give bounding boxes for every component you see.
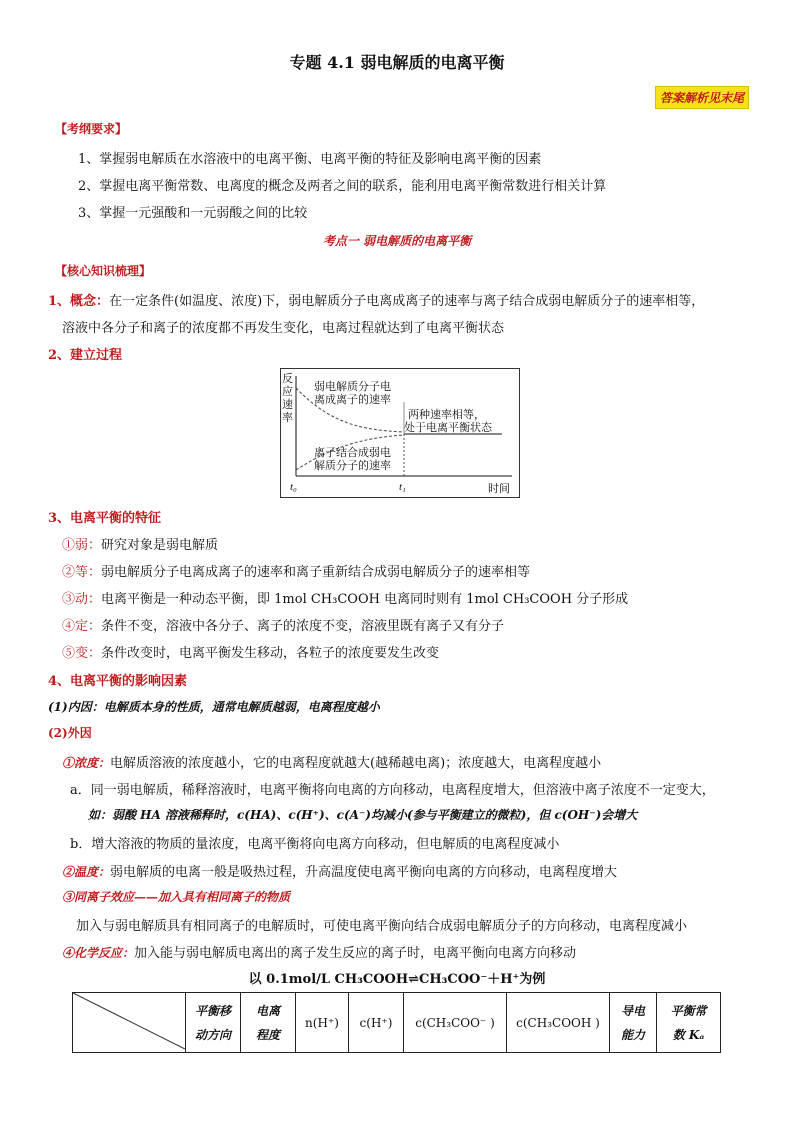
x-label: 时间	[488, 483, 510, 495]
column-header: 导电 能力	[610, 993, 657, 1053]
feature-text: 弱电解质分子电离成离子的速率和离子重新结合成弱电解质分子的速率相等	[101, 565, 531, 580]
dilution-note-a: a．同一弱电解质，稀释溶液时，电离平衡将向电离的方向移动，电离程度增大，但溶液中离子浓度不一定变大，	[70, 783, 715, 798]
y-label-1: 反	[282, 373, 293, 385]
equal-label-1: 两种速率相等，	[408, 409, 485, 421]
external-factor-heading: (2)外因	[48, 726, 92, 740]
equilibrium-table	[72, 992, 721, 1053]
concentration-text: 电解质溶液的浓度越小，它的电离程度就越大(越稀越电离)；浓度越大，电离程度越小	[110, 756, 602, 771]
upper-label-1: 弱电解质分子电	[314, 381, 391, 393]
outline-heading: 【考纲要求】	[55, 122, 128, 136]
feature-item	[62, 588, 628, 607]
upper-label-2: 离成离子的速率	[314, 394, 391, 406]
temperature-factor	[62, 861, 617, 880]
rate-time-figure	[280, 368, 520, 498]
chemical-reaction-key: ④化学反应：	[62, 946, 135, 960]
internal-factor: (1)内因：电解质本身的性质，通常电解质越弱，电离程度越小	[48, 700, 380, 714]
diagonal-corner-cell	[73, 993, 186, 1053]
page-title: 专题 4.1 弱电解质的电离平衡	[289, 53, 505, 72]
feature-text: 条件改变时，电离平衡发生移动，各粒子的浓度要发生改变	[101, 646, 440, 661]
chemical-reaction-factor	[62, 942, 576, 961]
feature-text: 研究对象是弱电解质	[101, 538, 219, 553]
factors-heading: 4、电离平衡的影响因素	[48, 674, 188, 689]
dilution-note-b: b．增大溶液的物质的量浓度，电离平衡将向电离方向移动，但电解质的电离程度减小	[70, 837, 560, 852]
feature-text: 电离平衡是一种动态平衡，即 1mol CH₃COOH 电离同时则有 1mol CH₃COOH 分子形成	[101, 592, 629, 607]
feature-item	[62, 561, 530, 580]
t0-label: t₀	[290, 481, 297, 493]
lower-label-1: 离子结合成弱电	[314, 447, 391, 459]
common-ion-key: ③同离子效应——加入具有相同离子的物质	[62, 890, 291, 904]
feature-key: ③动：	[62, 592, 102, 607]
column-header: 平衡移 动方向	[186, 993, 241, 1053]
feature-key: ①弱：	[62, 538, 102, 553]
feature-item	[62, 642, 439, 661]
column-header: 平衡常 数 Kₐ	[657, 993, 721, 1053]
feature-item	[62, 534, 218, 553]
example-title: 以 0.1mol/L CH₃COOH⇌CH₃COO⁻＋H⁺为例	[248, 972, 546, 987]
temperature-text: 弱电解质的电离一般是吸热过程，升高温度使电离平衡向电离的方向移动，电离程度增大	[110, 865, 618, 880]
feature-key: ④定：	[62, 619, 102, 634]
column-header: n(H⁺)	[296, 993, 349, 1053]
feature-text: 条件不变，溶液中各分子、离子的浓度不变，溶液里既有离子又有分子	[101, 619, 505, 634]
concept-paragraph	[48, 290, 704, 309]
outline-item: 2、掌握电离平衡常数、电离度的概念及两者之间的联系，能利用电离平衡常数进行相关计算	[78, 179, 607, 194]
feature-key: ⑤变：	[62, 646, 102, 661]
concentration-key: ①浓度：	[62, 756, 111, 770]
column-header: c(CH₃COO⁻ )	[404, 993, 507, 1053]
y-label-4: 率	[282, 412, 293, 424]
common-ion-text: 加入与弱电解质具有相同离子的电解质时，可使电离平衡向结合成弱电解质分子的方向移动，电离程度减小	[76, 919, 688, 934]
answer-note-badge: 答案解析见末尾	[655, 86, 749, 109]
y-label-2: 应	[282, 386, 293, 398]
y-label-3: 速	[282, 399, 293, 411]
topic-heading: 考点一 弱电解质的电离平衡	[322, 234, 472, 248]
temperature-key: ②温度：	[62, 865, 111, 879]
rate-time-svg	[280, 368, 520, 498]
features-heading: 3、电离平衡的特征	[48, 511, 162, 526]
column-header: c(H⁺)	[349, 993, 404, 1053]
dilution-example: 如：弱酸 HA 溶液稀释时，c(HA)、c(H⁺)、c(A⁻)均减小(参与平衡建立的微粒)，但 c(OH⁻)会增大	[88, 808, 638, 822]
knowledge-heading: 【核心知识梳理】	[55, 264, 152, 278]
concept-line2: 溶液中各分子和离子的浓度都不再发生变化，电离过程就达到了电离平衡状态	[62, 321, 505, 336]
concept-label: 1、概念：	[48, 294, 110, 309]
feature-key: ②等：	[62, 565, 102, 580]
equal-label-2: 处于电离平衡状态	[404, 422, 492, 434]
concept-line1: 在一定条件(如温度、浓度)下，弱电解质分子电离成离子的速率与离子结合成弱电解质分子的速率相等，	[109, 294, 705, 309]
feature-item	[62, 615, 504, 634]
table-header-row	[73, 993, 721, 1053]
outline-item: 1、掌握弱电解质在水溶液中的电离平衡、电离平衡的特征及影响电离平衡的因素	[78, 152, 542, 167]
chemical-reaction-text: 加入能与弱电解质电离出的离子发生反应的离子时，电离平衡向电离方向移动	[134, 946, 577, 961]
diagonal-line	[73, 993, 185, 1049]
process-heading: 2、建立过程	[48, 348, 123, 363]
outline-item: 3、掌握一元强酸和一元弱酸之间的比较	[78, 206, 308, 221]
lower-label-2: 解质分子的速率	[314, 460, 391, 472]
column-header: 电离 程度	[241, 993, 296, 1053]
concentration-factor	[62, 752, 601, 771]
column-header: c(CH₃COOH )	[507, 993, 610, 1053]
t1-label: t₁	[399, 481, 406, 493]
